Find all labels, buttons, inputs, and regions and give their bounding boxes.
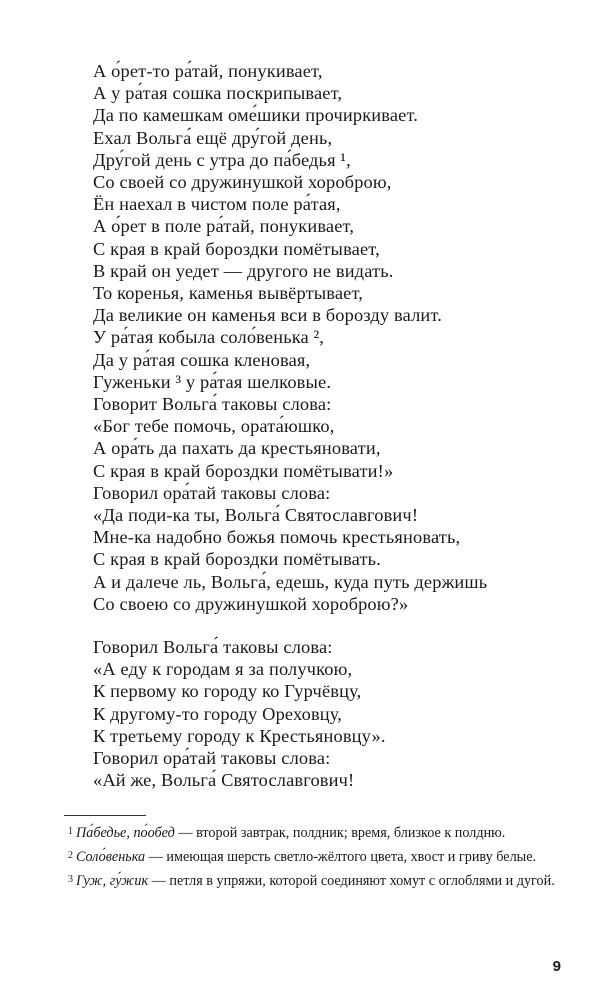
stanza-break xyxy=(93,615,487,636)
verse-line: Говорил ора́тай таковы слова: xyxy=(93,482,331,503)
footnote-term: Па́бедье, по́обед xyxy=(76,825,175,841)
verse-line: Гуженьки ³ у ра́тая шелковые. xyxy=(93,371,332,392)
verse-line: Да у ра́тая сошка кленовая, xyxy=(93,349,311,370)
verse-line: Да великие он каменья вси в борозду валит. xyxy=(93,305,442,326)
verse-line: Говорит Вольга́ таковы слова: xyxy=(93,394,332,415)
verse-line: А и далече ль, Вольга́, едешь, куда путь держишь xyxy=(93,571,488,592)
verse-line: «Ай же, Вольга́ Святославгович! xyxy=(93,770,355,791)
verse-line: В край он уедет — другого не видать. xyxy=(93,260,394,281)
verse-line: К другому-то городу Ореховцу, xyxy=(93,703,343,724)
footnotes xyxy=(64,822,561,894)
verse-line: С края в край бороздки помётывает, xyxy=(93,238,380,259)
verse-line: А о́рет-то ра́тай, понукивает, xyxy=(93,61,323,81)
verse-line: С края в край бороздки помётывать. xyxy=(93,549,381,570)
footnote-divider xyxy=(64,815,146,816)
verse-line: Со своей со дружинушкой хороброю, xyxy=(93,172,392,193)
verse-line: К первому ко городу ко Гурчёвцу, xyxy=(93,681,362,702)
verse-line: Говорил Вольга́ таковы слова: xyxy=(93,637,333,658)
verse-line: Мне-ка надобно божья помочь крестьяновать, xyxy=(93,527,461,548)
verse-line: Говорил ора́тай таковы слова: xyxy=(93,748,331,769)
footnote-number: 2 xyxy=(68,850,73,861)
footnote-definition: — имеющая шерсть светло-жёлтого цвета, хвост и гриву белые. xyxy=(145,849,537,865)
footnote-definition: — петля в упряжи, которой соединяют хомут с оглоблями и дугой. xyxy=(148,873,555,889)
verse-line: Да по камешкам оме́шики прочиркивает. xyxy=(93,105,419,126)
footnote-number: 1 xyxy=(68,826,73,837)
verse-line: А у ра́тая сошка поскрипывает, xyxy=(93,83,343,104)
footnote-2 xyxy=(64,846,561,867)
verse-line: Дру́гой день с утра до па́бедья ¹, xyxy=(93,149,351,170)
footnote-term: Соло́венька xyxy=(76,849,146,865)
verse-line: А ора́ть да пахать да крестьяновати, xyxy=(93,438,381,459)
footnote-1 xyxy=(64,822,561,843)
verse-line: Ехал Вольга́ ещё дру́гой день, xyxy=(93,127,333,148)
footnote-3 xyxy=(64,870,561,891)
verse-line: То коренья, каменья вывёртывает, xyxy=(93,283,364,304)
verse-line: «Бог тебе помочь, ората́юшко, xyxy=(93,416,335,437)
verse-line: «Да поди-ка ты, Вольга́ Святославгович! xyxy=(93,505,419,526)
verse-line: К третьему городу к Крестьяновцу». xyxy=(93,725,386,746)
verse-line: У ра́тая кобыла соло́венька ², xyxy=(93,327,325,348)
footnote-term: Гуж, гу́жик xyxy=(76,873,149,889)
verse-line: С края в край бороздки помётывати!» xyxy=(93,460,394,481)
verse-line: Ён наехал в чистом поле ра́тая, xyxy=(93,194,341,215)
footnote-definition: — второй завтрак, полдник; время, близкое к полдню. xyxy=(174,825,506,841)
verse-line: А о́рет в поле ра́тай, понукивает, xyxy=(93,216,355,237)
footnote-number: 3 xyxy=(68,874,73,885)
verse-line: «А еду к городам я за получкою, xyxy=(93,659,353,680)
verse-text xyxy=(93,60,487,792)
verse-line: Со своею со дружинушкой хороброю?» xyxy=(93,593,409,614)
page-number: 9 xyxy=(552,958,561,975)
